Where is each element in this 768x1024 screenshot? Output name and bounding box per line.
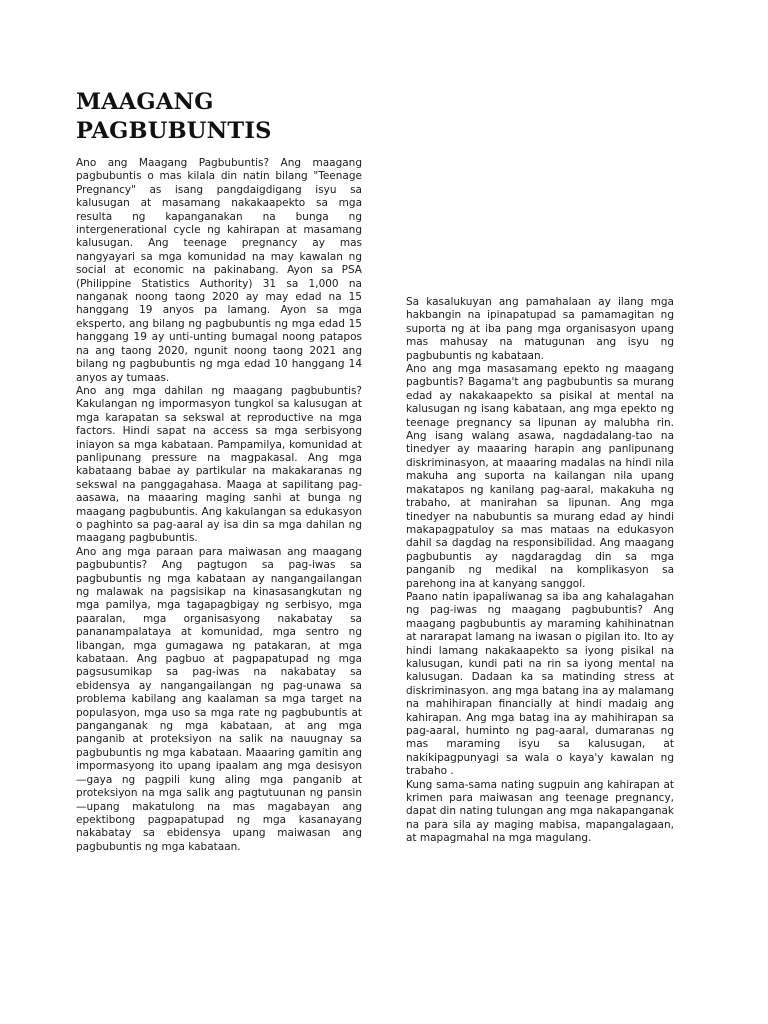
title-line-1: MAAGANG [76,89,214,115]
paragraph-importance: Paano natin ipapaliwanag sa iba ang kahalagahan ng pag-iwas ng maagang pagbubuntis? Ang maagang pagbubuntis ay maraming kahihinatnan at nararapat lamang na iwasan o pigilan ito. Ito ay hindi lamang nakakaapekto sa iyong pisikal na kalusugan, kundi pati na rin sa iyong mental na kalusugan. Dadaan ka sa matinding stress at diskriminasyon. ang mga batang ina ay malamang na mahihirapan financially at hindi madaig ang kahirapan. Ang mga batag ina ay mahihirapan sa pag-aaral, huminto ng pag-aaral, dumaranas ng mas maraming isyu sa kalusugan, at nakikipagpunyagi sa wala o kaya'y kawalan ng trabaho . [406,590,674,778]
paragraph-causes: Ano ang mga dahilan ng maagang pagbubuntis? Kakulangan ng impormasyon tungkol sa kalusugan at mga karapatan sa sekswal at reproductive na mga factors. Hindi sapat na access sa mga serbisyong iniayon sa mga kabataan. Pampamilya, komunidad at panlipunang pressure na magpakasal. Ang mga kabataang babae ay partikular na makakaranas ng sekswal na panggagahasa. Maaga at sapilitang pag-aasawa, na maaaring maging sanhi at bunga ng maagang pagbubuntis. Ang kakulangan sa edukasyon o paghinto sa pag-aaral ay isa din sa mga dahilan ng maagang pagbubuntis. [76,384,362,545]
right-column [406,296,674,846]
paragraph-government: Sa kasalukuyan ang pamahalaan ay ilang mga hakbangin na ipinapatupad sa pamamagitan ng suporta ng at iba pang mga organisasyon upang mas mahusay na matugunan ang isyu ng pagbubuntis ng kabataan. [406,296,674,362]
paragraph-prevention: Ano ang mga paraan para maiwasan ang maagang pagbubuntis? Ang pagtugon sa pag-iwas sa pagbubuntis ng mga kabataan ay nangangailangan ng malawak na pagsisikap na kinasasangkutan ng mga pamilya, mga tagapagbigay ng serbisyo, mga paaralan, mga organisasyong nakabatay sa pananampalataya at komunidad, mga sentro ng libangan, mga gumagawa ng patakaran, at mga kabataan. Ang pagbuo at pagpapatupad ng mga pagsusumikap sa pag-iwas na nakabatay sa ebidensya ay nangangailangan ng pag-unawa sa problema kabilang ang kaalaman sa mga target na populasyon, mga uso sa mga rate ng pagbubuntis at panganganak ng mga kabataan, at ang mga panganib at proteksiyon na salik na nauugnay sa pagbubuntis ng mga kabataan. Maaaring gamitin ang impormasyong ito upang ipaalam ang mga desisyon—gaya ng pagpili kung aling mga panganib at proteksiyon na mga salik ang pagtutuunan ng pansin—upang makatulong na mas magabayan ang epektibong pagpapatupad ng mga kasanayang nakabatay sa ebidensya upang maiwasan ang pagbubuntis ng mga kabataan. [76,545,362,853]
paragraph-effects: Ano ang mga masasamang epekto ng maagang pagbuntis? Bagama't ang pagbubuntis sa murang edad ay nakakaapekto sa pisikal at mental na kalusugan ng isang kabataan, ang mga epekto ng teenage pregnancy sa lipunan ay malubha rin. Ang isang walang asawa, nagdadalang-tao na tinedyer ay maaaring harapin ang panlipunang diskriminasyon, at maaaring madalas na hindi nila makuha ang suporta na kailangan nila upang makatapos ng kanilang pag-aaral, makakuha ng trabaho, at manirahan sa lipunan. Ang mga tinedyer na nabubuntis sa murang edad ay hindi makapagpatuloy sa mas mataas na edukasyon dahil sa dagdag na responsibilidad. Ang maagang pagbubuntis ay nagdaragdag din sa mga panganib ng medikal na komplikasyon sa parehong ina at kanyang sanggol. [406,363,674,590]
left-column [76,157,362,854]
paragraph-conclusion: Kung sama-sama nating sugpuin ang kahirapan at krimen para maiwasan ang teenage pregnancy, dapat din nating tulungan ang mga nakapanganak na para sila ay maging mabisa, mapangalagaan, at mapagmahal na mga magulang. [406,778,674,845]
title-line-2: PAGBUBUNTIS [76,118,272,144]
paragraph-definition: Ano ang Maagang Pagbubuntis? Ang maagang pagbubuntis o mas kilala din natin bilang "Teenage Pregnancy" as isang pangdaigdigang isyu sa kalusugan at masamang nakakaapekto sa mga resulta ng kapanganakan na bunga ng intergenerational cycle ng kahirapan at masamang kalusugan. Ang teenage pregnancy ay mas nangyayari sa mga komunidad na may kawalan ng social at economic na pakinabang. Ayon sa PSA (Philippine Statistics Authority) 31 sa 1,000 na nanganak noong taong 2020 ay may edad na 15 hanggang 19 anyos pa lamang. Ayon sa mga eksperto, ang bilang ng pagbubuntis ng mga edad 15 hanggang 19 ay unti-unting bumagal noong patapos na ang taong 2020, ngunit noong taong 2021 ang bilang ng pagbubuntis ng mga edad 10 hanggang 14 anyos ay tumaas. [76,157,362,384]
document-title [76,88,376,146]
